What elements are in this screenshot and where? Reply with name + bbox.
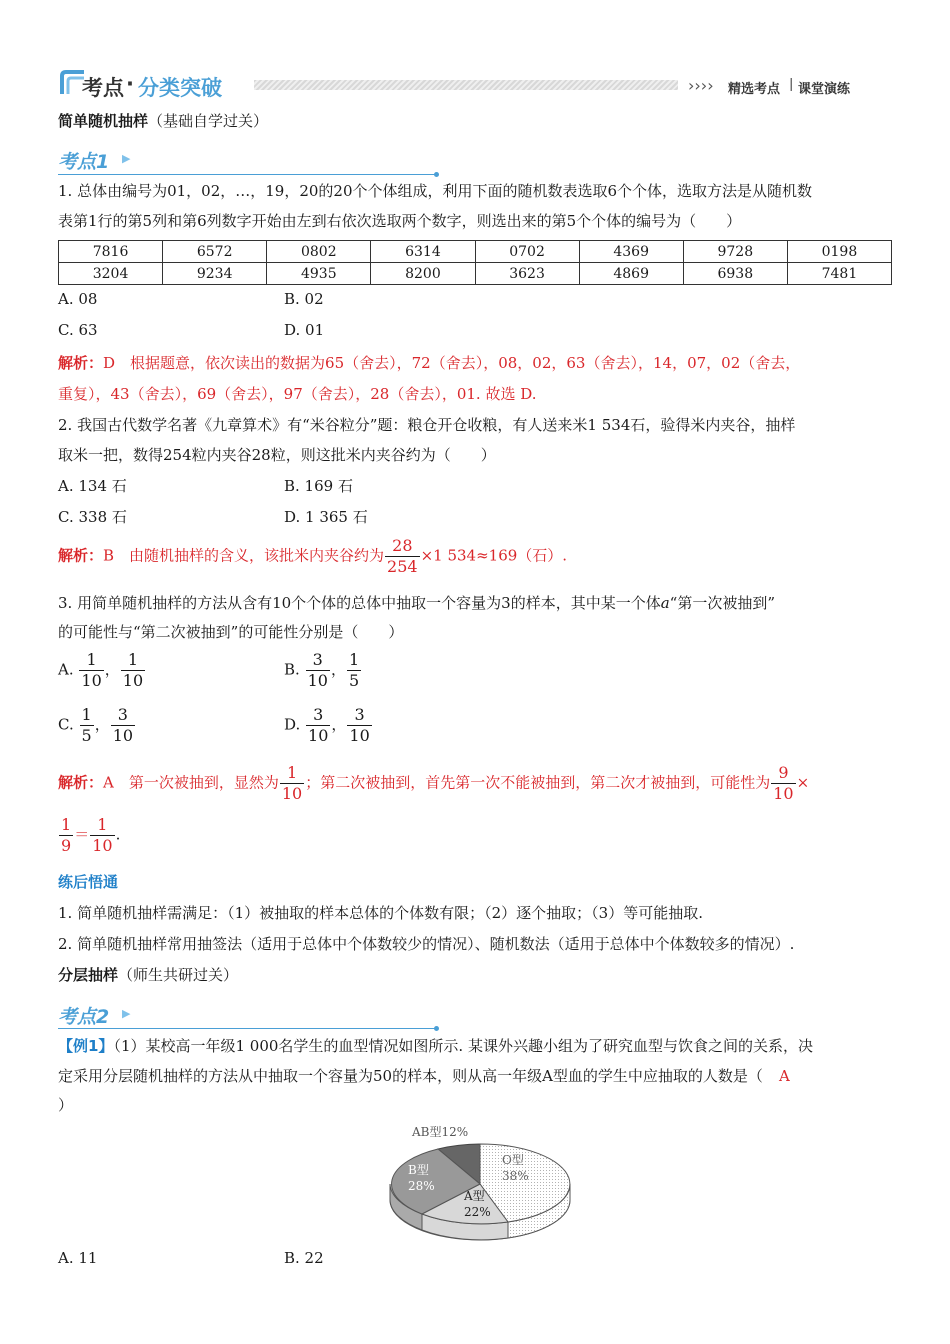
badge1-dot — [434, 172, 439, 177]
table-cell: 8200 — [371, 263, 475, 285]
q2-option-a: A. 134 石 — [58, 477, 127, 495]
q1-solution-line1 — [58, 352, 800, 374]
q2-solution-pre: B 由随机抽样的含义，该批米内夹谷约为 — [103, 546, 385, 565]
option-fraction — [306, 705, 330, 746]
fraction-denominator: 10 — [122, 671, 144, 690]
comma: ， — [94, 715, 110, 734]
fraction-denominator: 10 — [307, 671, 328, 690]
fraction-numerator: 1 — [286, 763, 298, 782]
header-bar — [58, 68, 888, 102]
blood-type-pie-chart — [380, 1118, 580, 1244]
q3-line1-var: a — [660, 594, 670, 612]
pie-label-b-pct: 28% — [408, 1179, 435, 1193]
ex1-line2 — [58, 1065, 790, 1087]
practice-title: 练后悟通 — [58, 873, 119, 891]
fraction-denominator: 9 — [61, 836, 72, 855]
fraction-denominator: 10 — [92, 836, 113, 855]
solution-fraction — [280, 763, 304, 804]
fraction-denominator: 254 — [387, 557, 418, 576]
table-cell: 0802 — [267, 241, 371, 263]
table-cell: 4869 — [579, 263, 683, 285]
solution-fraction — [771, 763, 795, 804]
badge1-arrow-icon: ▶ — [122, 152, 131, 165]
q2-solution — [58, 536, 567, 577]
header-right-a: 精选考点 — [728, 82, 781, 97]
q1-solution-text1: D 根据题意，依次读出的数据为65（舍去），72（舍去），08，02，63（舍去），14，07，02（舍去， — [103, 354, 801, 372]
table-cell: 0702 — [475, 241, 579, 263]
fraction-denominator: 10 — [349, 726, 370, 745]
option-fraction — [306, 650, 330, 691]
solution-fraction — [90, 815, 114, 856]
fraction-denominator: 10 — [112, 726, 134, 745]
header-title-main: 考点 — [82, 76, 124, 100]
option-fraction — [347, 650, 361, 691]
fraction-numerator: 1 — [86, 650, 97, 669]
q1-option-b: B. 02 — [284, 290, 324, 308]
q1-option-c: C. 63 — [58, 321, 98, 339]
q1-solution-label: 解析： — [58, 354, 104, 372]
fraction-numerator: 3 — [117, 705, 128, 724]
header-title-sub: 分类突破 — [138, 76, 222, 100]
section1-heading — [58, 110, 268, 132]
header-right-sep: | — [789, 77, 794, 92]
random-number-table — [58, 240, 892, 285]
q3-line1-post: “第一次被抽到” — [669, 594, 776, 612]
q3-option-c-label: C. — [58, 715, 74, 734]
q3-option-b-label: B. — [284, 660, 300, 679]
q3-option-d-label: D. — [284, 715, 301, 734]
fraction-numerator: 28 — [392, 536, 413, 555]
fraction-numerator: 1 — [97, 815, 108, 834]
section1-note: （基础自学过关） — [148, 112, 269, 130]
header-arrows: ›››› — [688, 76, 714, 95]
badge-kaodian-1: 考点1 — [58, 151, 110, 173]
table-cell: 3204 — [59, 263, 163, 285]
q2-solution-fraction — [385, 536, 420, 577]
q3-solution-b: ；第二次被抽到，首先第一次不能被抽到，第二次才被抽到，可能性为 — [305, 773, 771, 792]
q2-option-d: D. 1 365 石 — [284, 508, 368, 526]
table-cell: 6938 — [683, 263, 787, 285]
pie-label-o: O型 — [502, 1153, 524, 1167]
option-fraction — [80, 705, 94, 746]
badge2-dot — [434, 1026, 439, 1031]
fraction-denominator: 5 — [81, 726, 92, 745]
fraction-numerator: 1 — [348, 650, 360, 669]
practice-line2: 2. 简单随机抽样常用抽签法（适用于总体中个体数较少的情况）、随机数法（适用于总体中个体数较多的情况）. — [58, 935, 795, 953]
pie-label-b: B型 — [408, 1163, 429, 1177]
header-stripe — [254, 80, 678, 90]
q3-line1 — [58, 592, 775, 614]
period: . — [115, 825, 121, 844]
badge2-underline — [58, 1028, 438, 1029]
fraction-numerator: 1 — [81, 705, 92, 724]
badge-kaodian-2: 考点2 — [58, 1006, 110, 1028]
q2-solution-label: 解析： — [58, 546, 104, 565]
ex1-line1-text: （1）某校高一年级1 000名学生的血型情况如图所示. 某课外兴趣小组为了研究血型与饮食之间的关系，决 — [113, 1037, 813, 1055]
q1-solution-line2: 重复），43（舍去），69（舍去），97（舍去），28（舍去），01. 故选 D. — [58, 385, 537, 403]
pie-label-ab: AB型12% — [412, 1125, 469, 1139]
section1-title: 简单随机抽样 — [58, 112, 149, 130]
fraction-denominator: 10 — [281, 784, 303, 803]
section2-note: （师生共研过关） — [118, 966, 239, 984]
section2-title: 分层抽样 — [58, 966, 119, 984]
q3-line1-pre: 3. 用简单随机抽样的方法从含有10个个体的总体中抽取一个容量为3的样本，其中某一个体 — [58, 594, 661, 612]
q3-option-a-label: A. — [58, 660, 74, 679]
comma: ， — [330, 660, 346, 679]
q3-solution-label: 解析： — [58, 773, 104, 792]
table-cell: 9234 — [163, 263, 267, 285]
table-cell: 9728 — [683, 241, 787, 263]
option-fraction — [347, 705, 371, 746]
q1-line2: 表第1行的第5列和第6列数字开始由左到右依次选取两个数字，则选出来的第5个个体的编号为（ ） — [58, 212, 742, 230]
option-fraction — [111, 705, 135, 746]
q3-solution-line2 — [58, 815, 120, 856]
q1-option-d: D. 01 — [284, 321, 325, 339]
fraction-numerator: 1 — [127, 650, 139, 669]
equals-sign: ＝ — [74, 825, 90, 844]
ex1-option-a: A. 11 — [58, 1249, 98, 1267]
q3-solution-line1 — [58, 763, 809, 804]
fraction-denominator: 10 — [773, 784, 794, 803]
fraction-numerator: 3 — [354, 705, 365, 724]
ex1-line3: ） — [58, 1096, 74, 1114]
option-fraction — [79, 650, 103, 691]
table-cell: 4935 — [267, 263, 371, 285]
table-cell: 7816 — [59, 241, 163, 263]
fraction-numerator: 1 — [61, 815, 72, 834]
header-title-dot: · — [126, 72, 134, 96]
fraction-numerator: 3 — [313, 705, 324, 724]
solution-fraction — [59, 815, 73, 856]
fraction-numerator: 3 — [312, 650, 323, 669]
pie-label-a: A型 — [464, 1189, 485, 1203]
ex1-answer: A — [778, 1067, 790, 1085]
table-cell: 3623 — [475, 263, 579, 285]
ex1-line2-text: 定采用分层随机抽样的方法从中抽取一个容量为50的样本，则从高一年级A型血的学生中应抽取的人数是（ — [58, 1067, 763, 1085]
ex1-tag: 【例1】 — [58, 1037, 114, 1055]
q3-option-b — [284, 650, 362, 691]
comma: ， — [331, 715, 347, 734]
header-right-b: 课堂演练 — [798, 82, 851, 97]
table-row — [59, 263, 892, 285]
fraction-denominator: 10 — [308, 726, 329, 745]
table-row — [59, 241, 892, 263]
option-fraction — [121, 650, 145, 691]
fraction-denominator: 10 — [81, 671, 102, 690]
table-cell: 7481 — [787, 263, 891, 285]
comma: ， — [104, 660, 120, 679]
q3-solution-a: A 第一次被抽到，显然为 — [103, 773, 279, 792]
times-sign: × — [796, 773, 810, 792]
q1-line1: 1. 总体由编号为01，02，…，19，20的20个个体组成，利用下面的随机数表选取6个个体，选取方法是从随机数 — [58, 182, 813, 200]
table-cell: 6314 — [371, 241, 475, 263]
table-cell: 6572 — [163, 241, 267, 263]
ex1-line1 — [58, 1035, 813, 1057]
ex1-option-b: B. 22 — [284, 1249, 324, 1267]
badge2-arrow-icon: ▶ — [122, 1007, 131, 1020]
q2-option-c: C. 338 石 — [58, 508, 127, 526]
q3-line2: 的可能性与“第二次被抽到”的可能性分别是（ ） — [58, 623, 404, 641]
table-cell: 0198 — [787, 241, 891, 263]
badge1-underline — [58, 174, 438, 175]
q3-option-d — [284, 705, 373, 746]
fraction-denominator: 5 — [348, 671, 360, 690]
practice-line1: 1. 简单随机抽样需满足：（1）被抽取的样本总体的个体数有限；（2）逐个抽取；（3）等可能抽取. — [58, 904, 703, 922]
pie-label-a-pct: 22% — [464, 1205, 491, 1219]
q2-line2: 取米一把，数得254粒内夹谷28粒，则这批米内夹谷约为（ ） — [58, 446, 496, 464]
pie-label-o-pct: 38% — [502, 1169, 529, 1183]
section2-heading — [58, 964, 238, 986]
table-cell: 4369 — [579, 241, 683, 263]
q1-option-a: A. 08 — [58, 290, 98, 308]
fraction-numerator: 9 — [778, 763, 789, 782]
q2-line1: 2. 我国古代数学名著《九章算术》有“米谷粒分”题：粮仓开仓收粮，有人送来米1 534石，验得米内夹谷，抽样 — [58, 416, 796, 434]
q2-option-b: B. 169 石 — [284, 477, 353, 495]
q2-solution-post: ×1 534≈169（石）. — [420, 546, 568, 565]
q3-option-c — [58, 705, 136, 746]
q3-option-a — [58, 650, 146, 691]
